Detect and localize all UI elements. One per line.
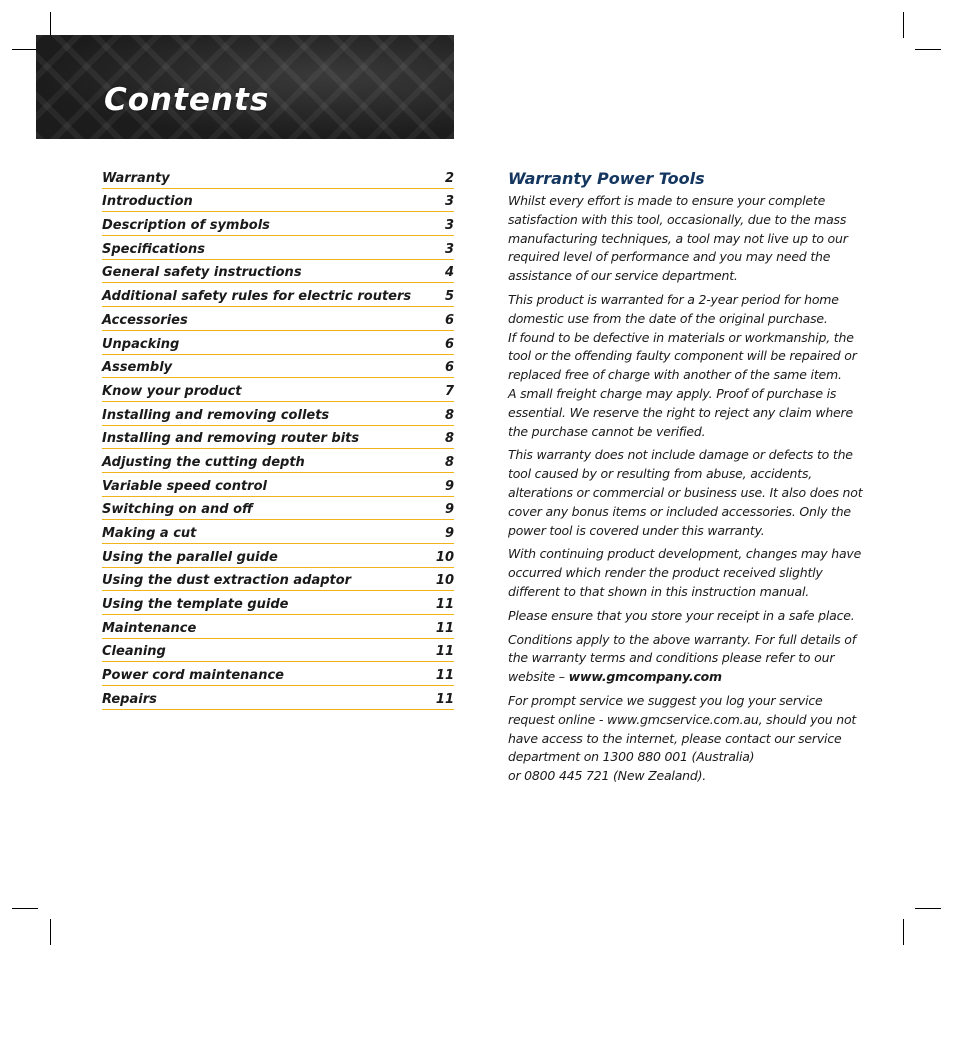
toc-item-page: 10 bbox=[435, 573, 454, 589]
toc-item-page: 11 bbox=[435, 668, 454, 684]
toc-item[interactable] bbox=[102, 639, 454, 663]
toc-item-page: 8 bbox=[444, 431, 454, 447]
toc-item[interactable] bbox=[102, 426, 454, 450]
warranty-section bbox=[508, 168, 868, 791]
toc-item-page: 3 bbox=[444, 194, 454, 210]
toc-item-page: 8 bbox=[444, 454, 454, 470]
warranty-paragraph: This warranty does not include damage or defects to the tool caused by or resulting from abuse, accidents, alterations or commercial or business use. It also does not cover any bonus items or included accessories. Only the power tool is covered under this warranty. bbox=[508, 447, 863, 538]
crop-mark bbox=[915, 908, 941, 909]
toc-item-label: Description of symbols bbox=[102, 218, 270, 234]
toc-item[interactable] bbox=[102, 615, 454, 639]
toc-item-label: Unpacking bbox=[102, 336, 180, 352]
crop-mark bbox=[903, 12, 904, 38]
toc-item[interactable] bbox=[102, 402, 454, 426]
crop-mark bbox=[50, 919, 51, 945]
warranty-paragraph: This product is warranted for a 2-year period for home domestic use from the date of the original purchase. bbox=[508, 291, 839, 326]
toc-item-label: General safety instructions bbox=[102, 265, 302, 281]
crop-mark bbox=[12, 49, 38, 50]
toc-item-label: Know your product bbox=[102, 383, 242, 399]
crop-mark bbox=[915, 49, 941, 50]
toc-item-page: 6 bbox=[444, 336, 454, 352]
toc-item-label: Variable speed control bbox=[102, 478, 267, 494]
toc-item-page: 11 bbox=[435, 597, 454, 613]
warranty-paragraph: Please ensure that you store your receipt in a safe place. bbox=[508, 607, 855, 623]
warranty-paragraph: If found to be defective in materials or workmanship, the tool or the offending faulty component will be repaired or replaced free of charge with another of the same item. bbox=[508, 329, 857, 383]
toc-item-page: 5 bbox=[444, 289, 454, 305]
toc-item[interactable] bbox=[102, 307, 454, 331]
toc-item[interactable] bbox=[102, 189, 454, 213]
toc-item[interactable] bbox=[102, 378, 454, 402]
crop-mark bbox=[903, 919, 904, 945]
toc-item[interactable] bbox=[102, 497, 454, 521]
toc-item[interactable] bbox=[102, 591, 454, 615]
toc-item-page: 3 bbox=[444, 241, 454, 257]
toc-item-page: 6 bbox=[444, 312, 454, 328]
toc-item-label: Making a cut bbox=[102, 526, 197, 541]
toc-item[interactable] bbox=[102, 212, 454, 236]
warranty-conditions-text: Conditions apply to the above warranty. For full details of the warranty terms and conditions please refer to our website – bbox=[508, 631, 856, 685]
warranty-paragraph: or 0800 445 721 (New Zealand). bbox=[508, 768, 707, 784]
toc-item-page: 7 bbox=[444, 383, 454, 399]
header-banner bbox=[36, 35, 454, 139]
warranty-paragraph: A small freight charge may apply. Proof of purchase is essential. We reserve the right to reject any claim where the purchase cannot be verified. bbox=[508, 385, 853, 439]
toc-item[interactable] bbox=[102, 449, 454, 473]
warranty-paragraph: With continuing product development, changes may have occurred which render the product received slightly different to that shown in this instruction manual. bbox=[508, 546, 862, 599]
website-link[interactable]: www.gmcompany.com bbox=[568, 669, 722, 685]
toc-item[interactable] bbox=[102, 568, 454, 592]
toc-item[interactable] bbox=[102, 544, 454, 568]
toc-item-page: 9 bbox=[444, 526, 454, 541]
toc-item[interactable] bbox=[102, 283, 454, 307]
toc-item-page: 9 bbox=[444, 478, 454, 494]
toc-item[interactable] bbox=[102, 165, 454, 189]
toc-item-label: Cleaning bbox=[102, 644, 166, 660]
toc-item-label: Accessories bbox=[102, 312, 188, 328]
warranty-paragraph: Whilst every effort is made to ensure your complete satisfaction with this tool, occasionally, due to the mass manufacturing techniques, a tool may not live up to our required level of performance and you may need the assistance of our service department. bbox=[508, 193, 848, 284]
toc-item-page: 11 bbox=[435, 620, 454, 636]
toc-item[interactable] bbox=[102, 520, 454, 544]
toc-item-page: 8 bbox=[444, 407, 454, 423]
toc-item-label: Warranty bbox=[102, 170, 170, 186]
toc-item-page: 3 bbox=[444, 218, 454, 234]
warranty-paragraph bbox=[508, 631, 868, 687]
toc-item-label: Installing and removing collets bbox=[102, 407, 330, 423]
toc-item[interactable] bbox=[102, 260, 454, 284]
toc-item-label: Installing and removing router bits bbox=[102, 431, 360, 447]
toc-item-label: Maintenance bbox=[102, 620, 197, 636]
toc-item-label: Using the dust extraction adaptor bbox=[102, 573, 352, 589]
toc-item[interactable] bbox=[102, 473, 454, 497]
toc-item[interactable] bbox=[102, 355, 454, 379]
toc-item-page: 9 bbox=[444, 502, 454, 518]
toc-item-label: Assembly bbox=[102, 360, 173, 376]
toc-item-label: Using the template guide bbox=[102, 597, 289, 613]
toc-item-label: Introduction bbox=[102, 194, 193, 210]
toc-item[interactable] bbox=[102, 331, 454, 355]
table-of-contents bbox=[102, 165, 454, 710]
warranty-heading: Warranty Power Tools bbox=[508, 169, 705, 188]
toc-item-page: 11 bbox=[435, 691, 454, 707]
toc-item-label: Specifications bbox=[102, 241, 205, 257]
toc-item-label: Adjusting the cutting depth bbox=[102, 454, 305, 470]
crop-mark bbox=[12, 908, 38, 909]
toc-item-label: Repairs bbox=[102, 691, 157, 707]
toc-item-page: 11 bbox=[435, 644, 454, 660]
toc-item-label: Additional safety rules for electric routers bbox=[102, 289, 412, 305]
toc-item-page: 4 bbox=[444, 265, 454, 281]
page-title: Contents bbox=[104, 82, 270, 118]
toc-item-label: Using the parallel guide bbox=[102, 549, 278, 565]
toc-item[interactable] bbox=[102, 662, 454, 686]
toc-item-label: Power cord maintenance bbox=[102, 668, 284, 684]
warranty-paragraph: For prompt service we suggest you log your service request online - www.gmcservice.com.au, should you not have access to the internet, please contact our service department on 1300 880 001 (Australia) bbox=[508, 692, 857, 765]
toc-item-page: 6 bbox=[444, 360, 454, 376]
toc-item-label: Switching on and off bbox=[102, 502, 253, 518]
toc-item-page: 10 bbox=[435, 549, 454, 565]
toc-item[interactable] bbox=[102, 236, 454, 260]
toc-item[interactable] bbox=[102, 686, 454, 710]
toc-item-page: 2 bbox=[444, 170, 454, 186]
